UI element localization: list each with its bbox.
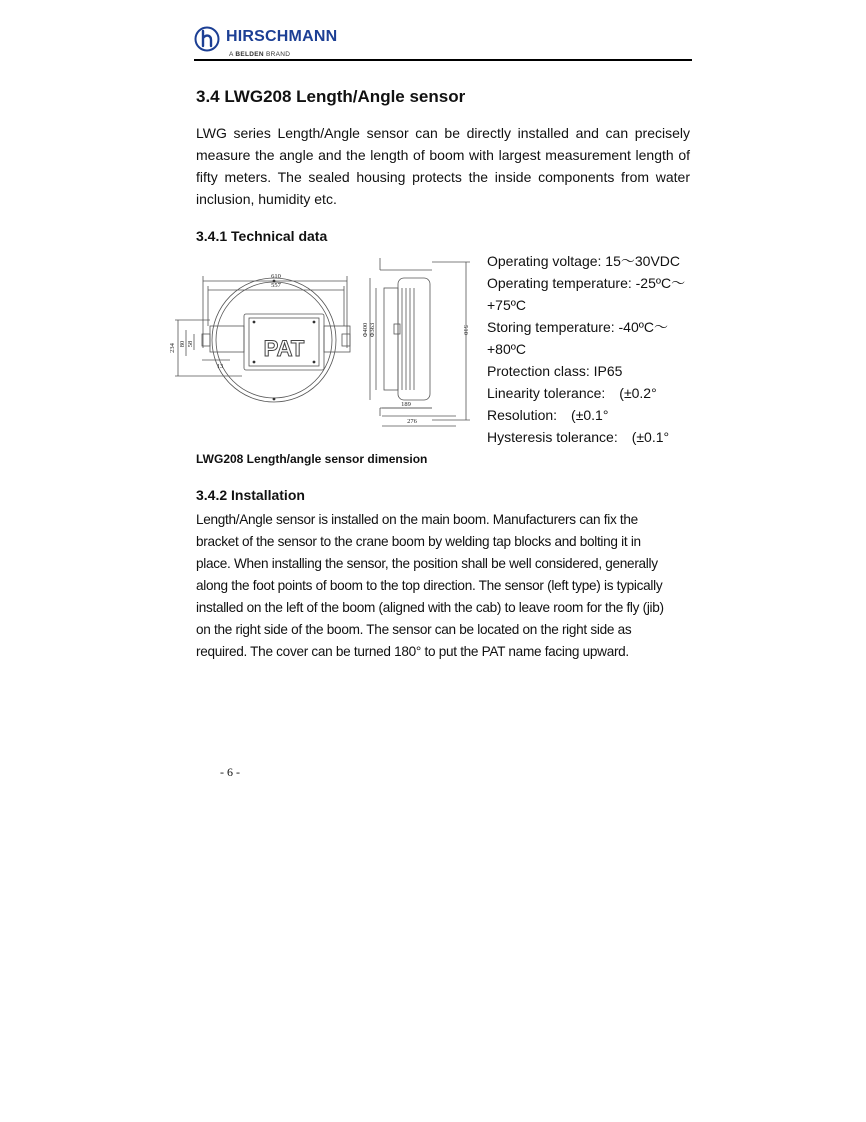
- spec-item: +80ºC: [487, 341, 526, 357]
- installation-line: along the foot points of boom to the top direction. The sensor (left type) is typically: [196, 578, 663, 593]
- dim-276: 276: [407, 418, 417, 425]
- spec-item: Storing temperature: -40ºC～: [487, 319, 668, 335]
- installation-line: installed on the left of the boom (aligned with the cab) to leave room for the fly (jib): [196, 600, 664, 615]
- h-circle-logo-icon: [194, 26, 220, 52]
- installation-line: on the right side of the boom. The sensor can be located on the right side as: [196, 622, 632, 637]
- spec-item: Linearity tolerance: (±0.2°: [487, 385, 657, 401]
- sensor-dimension-drawing: [170, 248, 480, 428]
- installation-line: place. When installing the sensor, the position shall be well considered, generally: [196, 556, 658, 571]
- dim-13: 13: [216, 363, 224, 370]
- dim-189: 189: [401, 401, 411, 408]
- spec-item: Hysteresis tolerance: (±0.1°: [487, 429, 670, 445]
- dim-dia400: Φ400: [362, 322, 369, 338]
- dim-58: 58: [187, 340, 194, 348]
- brand-name: HIRSCHMANN: [226, 28, 338, 45]
- page-number: - 6 -: [220, 765, 240, 779]
- sub-brand: A BELDEN BRAND: [229, 51, 291, 58]
- installation-line: Length/Angle sensor is installed on the main boom. Manufacturers can fix the: [196, 512, 638, 527]
- dim-234: 234: [169, 343, 176, 353]
- cover-label: PAT: [263, 336, 305, 361]
- section-title: 3.4 LWG208 Length/Angle sensor: [196, 87, 466, 106]
- spec-item: Operating voltage: 15～30VDC: [487, 253, 680, 269]
- dim-80: 80: [179, 340, 186, 348]
- intro-paragraph: LWG series Length/Angle sensor can be directly installed and can precisely measure the angle and the length of boom with largest measurement length of fifty meters. The sealed housing protects the inside components from water inclusion, humidity etc.: [196, 125, 690, 207]
- installation-paragraph: [196, 509, 690, 663]
- installation-line: required. The cover can be turned 180° to put the PAT name facing upward.: [196, 644, 629, 659]
- dim-510: 510: [462, 325, 469, 335]
- spec-list: [487, 250, 697, 448]
- dim-610: 610: [271, 273, 281, 280]
- installation-line: bracket of the sensor to the crane boom by welding tap blocks and bolting it in: [196, 534, 641, 549]
- figure-caption: LWG208 Length/angle sensor dimension: [196, 452, 428, 466]
- spec-item: Operating temperature: -25ºC～: [487, 275, 686, 291]
- spec-item: +75ºC: [487, 297, 526, 313]
- installation-heading: 3.4.2 Installation: [196, 487, 305, 503]
- dim-557: 557: [271, 282, 281, 289]
- spec-item: Resolution: (±0.1°: [487, 407, 609, 423]
- technical-data-heading: 3.4.1 Technical data: [196, 228, 328, 244]
- spec-item: Protection class: IP65: [487, 363, 623, 379]
- dim-dia363: Φ363: [369, 322, 376, 338]
- header-divider: [194, 59, 692, 61]
